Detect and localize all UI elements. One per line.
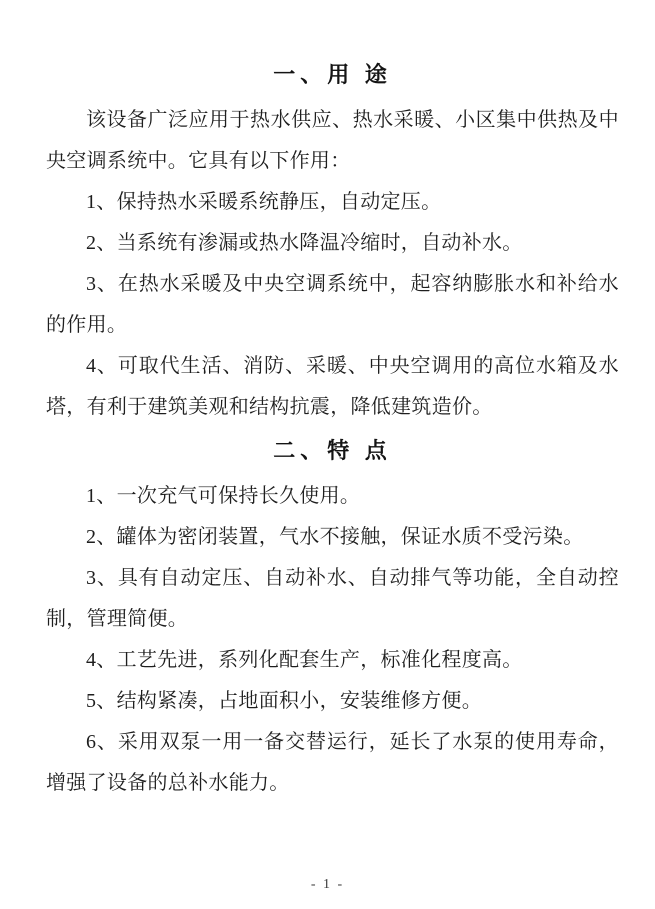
feature-item-6: 6、采用双泵一用一备交替运行，延长了水泵的使用寿命，增强了设备的总补水能力。: [46, 731, 619, 794]
usage-item-4: 4、可取代生活、消防、采暖、中央空调用的高位水箱及水塔，有利于建筑美观和结构抗震，降低建筑造价。: [46, 355, 619, 418]
feature-item-5: 5、结构紧凑，占地面积小，安装维修方便。: [86, 690, 482, 712]
section-heading-usage: 一、用 途: [273, 62, 392, 87]
feature-item-3: 3、具有自动定压、自动补水、自动排气等功能，全自动控制，管理简便。: [46, 567, 619, 630]
usage-item-2: 2、当系统有渗漏或热水降温冷缩时，自动补水。: [86, 232, 523, 254]
usage-item-1: 1、保持热水采暖系统静压，自动定压。: [86, 191, 442, 213]
page-number: - 1 -: [310, 877, 345, 892]
feature-item-2: 2、罐体为密闭装置，气水不接触，保证水质不受污染。: [86, 526, 584, 548]
feature-item-1: 1、一次充气可保持长久使用。: [86, 485, 361, 507]
usage-item-3: 3、在热水采暖及中央空调系统中，起容纳膨胀水和补给水的作用。: [46, 273, 619, 336]
feature-item-4: 4、工艺先进，系列化配套生产，标准化程度高。: [86, 649, 523, 671]
usage-intro-paragraph: 该设备广泛应用于热水供应、热水采暖、小区集中供热及中央空调系统中。它具有以下作用：: [46, 109, 619, 172]
section-heading-features: 二、特 点: [273, 438, 392, 463]
